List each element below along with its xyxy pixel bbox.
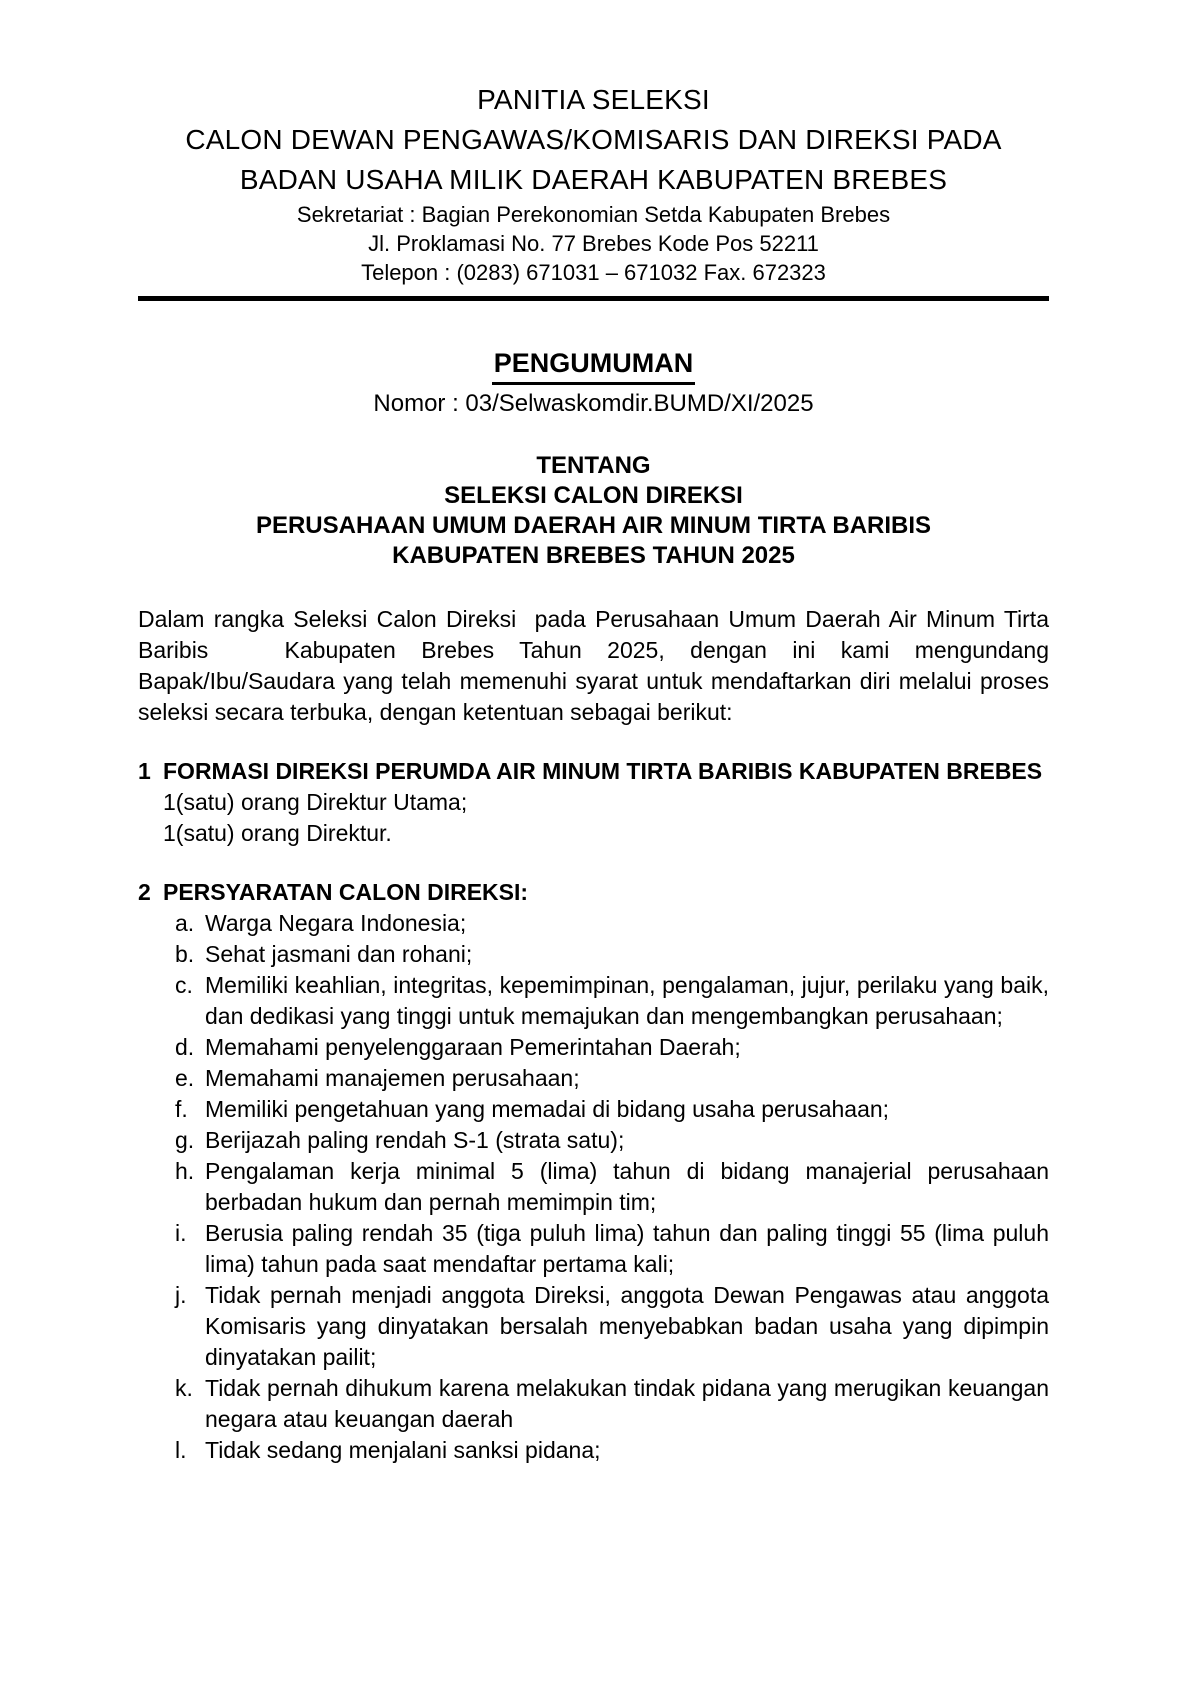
item-label: b. — [175, 941, 195, 967]
subject-line-3: KABUPATEN BREBES TAHUN 2025 — [392, 542, 795, 569]
item-label: d. — [175, 1034, 195, 1060]
section-number: 1 — [138, 758, 151, 784]
item-label: f. — [175, 1096, 188, 1122]
letterhead-address: Jl. Proklamasi No. 77 Brebes Kode Pos 52211 — [368, 231, 819, 256]
letterhead — [138, 80, 1049, 287]
item-text: Pengalaman kerja minimal 5 (lima) tahun di bidang manajerial perusahaan berbadan hukum dan pernah memimpin tim; — [205, 1158, 1049, 1215]
item-label: i. — [175, 1220, 187, 1246]
list-item — [163, 1280, 1049, 1373]
item-text: Berusia paling rendah 35 (tiga puluh lima) tahun dan paling tinggi 55 (lima puluh lima) tahun pada saat mendaftar pertama kali; — [205, 1220, 1049, 1277]
item-label: l. — [175, 1437, 187, 1463]
item-text: Sehat jasmani dan rohani; — [205, 941, 473, 967]
item-text: Tidak pernah menjadi anggota Direksi, anggota Dewan Pengawas atau anggota Komisaris yang dinyatakan bersalah menyebabkan badan usaha yang dipimpin dinyatakan pailit; — [205, 1282, 1049, 1370]
item-label: a. — [175, 910, 195, 936]
item-text: Memiliki pengetahuan yang memadai di bidang usaha perusahaan; — [205, 1096, 890, 1122]
subject-line-1: SELEKSI CALON DIREKSI — [444, 482, 743, 509]
list-item — [163, 1094, 1049, 1125]
section-title: PERSYARATAN CALON DIREKSI: — [163, 879, 529, 905]
item-text: Warga Negara Indonesia; — [205, 910, 467, 936]
document-title-row — [138, 345, 1049, 385]
about-label: TENTANG — [536, 452, 651, 479]
document-number: Nomor : 03/Selwaskomdir.BUMD/XI/2025 — [373, 390, 814, 417]
list-item: 1(satu) orang Direktur. — [163, 820, 392, 846]
list-item — [163, 1218, 1049, 1280]
list-item — [163, 1373, 1049, 1435]
item-text: Memahami penyelenggaraan Pemerintahan Daerah; — [205, 1034, 741, 1060]
section-1 — [138, 756, 1049, 849]
item-label: c. — [175, 972, 193, 998]
item-label: k. — [175, 1375, 193, 1401]
letterhead-divider-rule — [138, 296, 1049, 301]
list-item — [163, 1032, 1049, 1063]
letterhead-title-line3: BADAN USAHA MILIK DAERAH KABUPATEN BREBES — [239, 164, 948, 195]
list-item — [163, 1156, 1049, 1218]
letterhead-title-line2: CALON DEWAN PENGAWAS/KOMISARIS DAN DIREKSI PADA — [185, 124, 1002, 155]
section-items — [163, 787, 1049, 849]
list-item — [163, 970, 1049, 1032]
section-heading — [138, 877, 1049, 908]
item-text: Memahami manajemen perusahaan; — [205, 1065, 580, 1091]
letterhead-secretariat: Sekretariat : Bagian Perekonomian Setda Kabupaten Brebes — [296, 202, 891, 227]
list-item — [163, 1063, 1049, 1094]
intro-paragraph: Dalam rangka Seleksi Calon Direksi pada Perusahaan Umum Daerah Air Minum Tirta Baribis Kabupaten Brebes Tahun 2025, dengan ini kami mengundang Bapak/Ibu/Saudara yang telah memenuhi syarat untuk mendaftarkan diri melalui proses seleksi secara terbuka, dengan ketentuan sebagai berikut: — [138, 606, 1056, 725]
section-number: 2 — [138, 879, 151, 905]
item-text: Tidak pernah dihukum karena melakukan tindak pidana yang merugikan keuangan negara atau keuangan daerah — [205, 1375, 1049, 1432]
section-title: FORMASI DIREKSI PERUMDA AIR MINUM TIRTA BARIBIS KABUPATEN BREBES — [163, 758, 1043, 784]
item-label: j. — [175, 1282, 187, 1308]
item-text: Tidak sedang menjalani sanksi pidana; — [205, 1437, 601, 1463]
list-item — [163, 1435, 1049, 1466]
letterhead-title-line1: PANITIA SELEKSI — [477, 84, 710, 115]
section-list — [138, 756, 1049, 1466]
section-items — [163, 908, 1049, 1466]
list-item — [163, 908, 1049, 939]
list-item: 1(satu) orang Direktur Utama; — [163, 789, 468, 815]
list-item — [163, 1125, 1049, 1156]
item-label: h. — [175, 1158, 195, 1184]
document-title: PENGUMUMAN — [492, 345, 696, 385]
item-text: Berijazah paling rendah S-1 (strata satu); — [205, 1127, 625, 1153]
list-item — [163, 939, 1049, 970]
item-label: e. — [175, 1065, 195, 1091]
item-label: g. — [175, 1127, 195, 1153]
item-text: Memiliki keahlian, integritas, kepemimpinan, pengalaman, jujur, perilaku yang baik, dan dedikasi yang tinggi untuk memajukan dan mengembangkan perusahaan; — [205, 972, 1049, 1029]
section-heading — [138, 756, 1049, 787]
document-body — [138, 345, 1056, 1466]
subject-block — [138, 451, 1049, 571]
section-2 — [138, 877, 1049, 1466]
subject-line-2: PERUSAHAAN UMUM DAERAH AIR MINUM TIRTA BARIBIS — [255, 512, 932, 539]
letterhead-phone: Telepon : (0283) 671031 – 671032 Fax. 672323 — [361, 260, 826, 285]
